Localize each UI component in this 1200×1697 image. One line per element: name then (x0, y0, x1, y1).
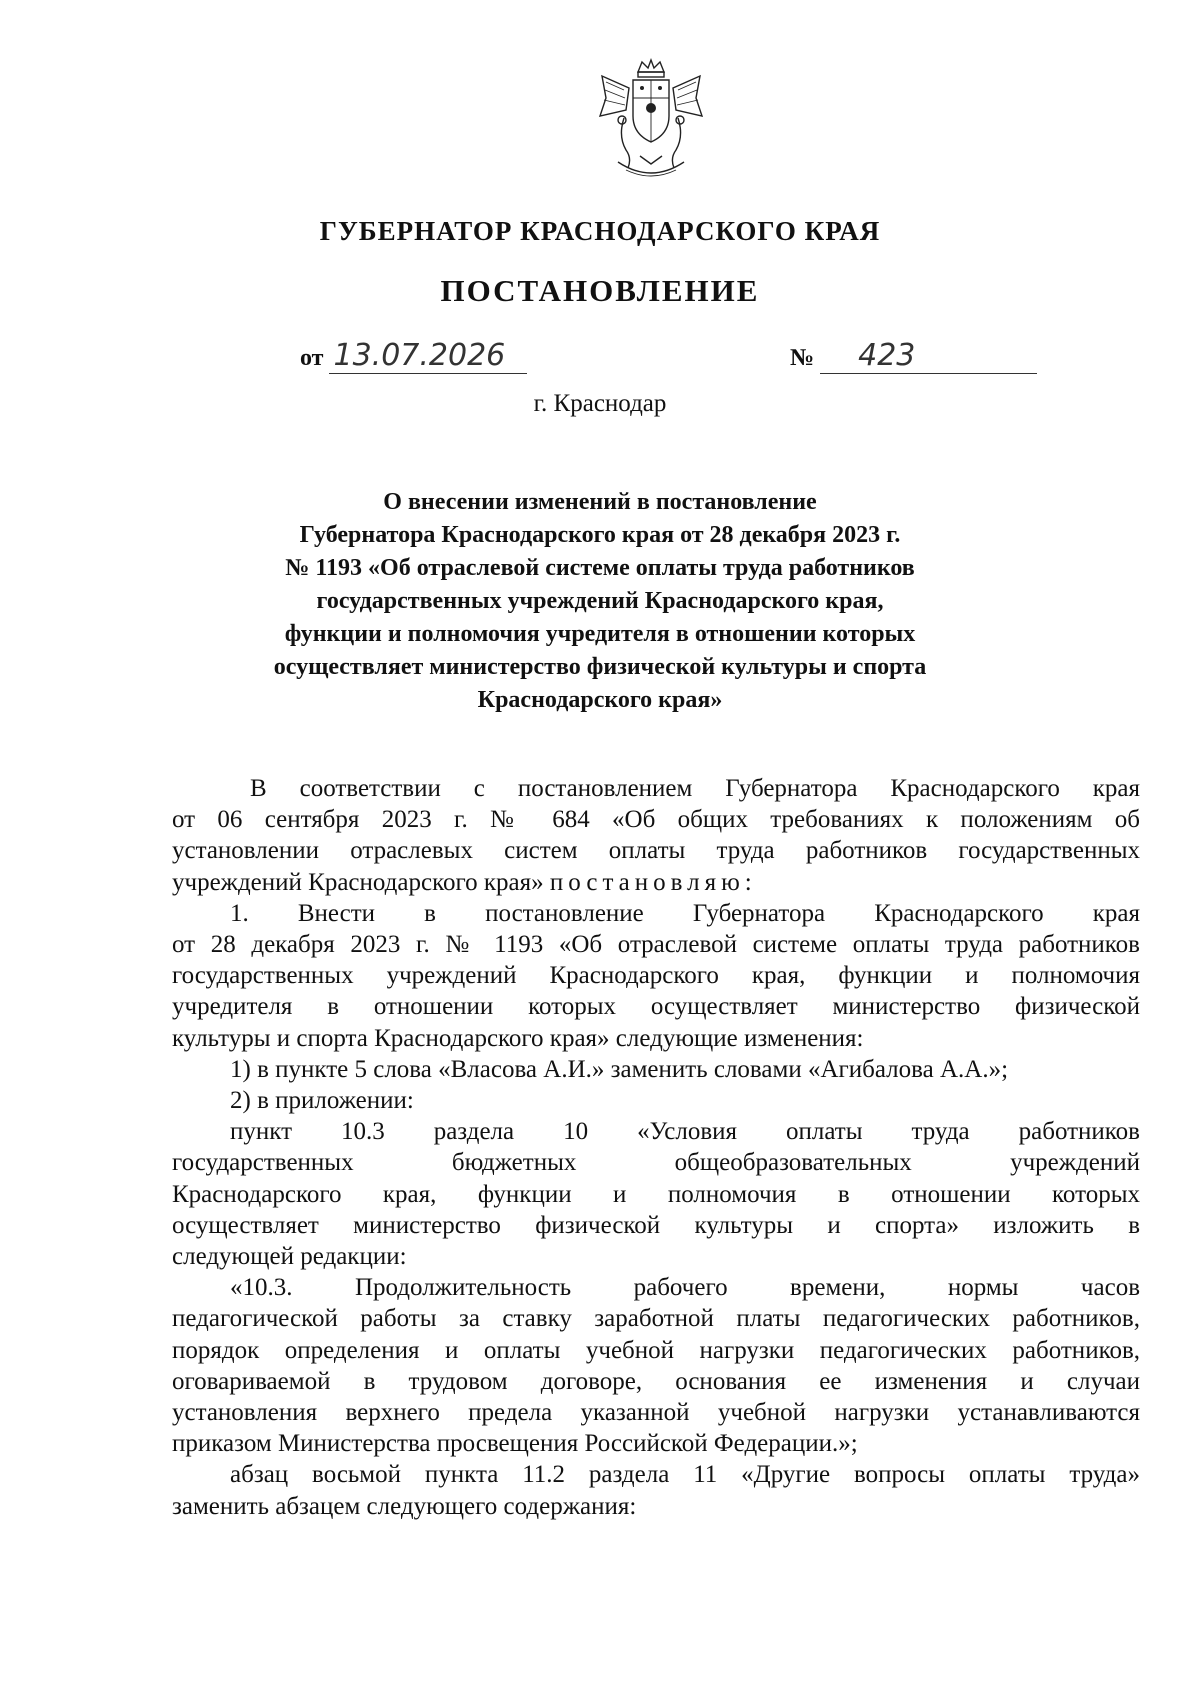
body-line: 1. Внести в постановление Губернатора Краснодарского края (230, 899, 1140, 927)
title-line: № 1193 «Об отраслевой системе оплаты труда работников (285, 555, 915, 581)
body-line: осуществляет министерство физической культуры и спорта» изложить в (172, 1211, 1140, 1239)
list-item: 2) в приложении: (230, 1087, 414, 1115)
body-line: от 06 сентября 2023 г. № 684 «Об общих требованиях к положениям об (172, 806, 1140, 834)
date-value: 13.07.2026 (329, 338, 527, 374)
title-line: осуществляет министерство физической культуры и спорта (273, 654, 927, 680)
body-line: «10.3. Продолжительность рабочего времени, нормы часов (230, 1274, 1140, 1302)
body-line: учредителя в отношении которых осуществляет министерство физической (172, 993, 1140, 1021)
list-item: 1) в пункте 5 слова «Власова А.И.» заменить словами «Агибалова А.А.»; (230, 1055, 1009, 1083)
date-prefix: от (300, 345, 324, 371)
title-line: функции и полномочия учредителя в отношении которых (284, 621, 916, 647)
body-line: установлении отраслевых систем оплаты труда работников государственных (172, 837, 1140, 865)
number-prefix: № (790, 345, 815, 371)
body-text: учреждений Краснодарского края» (172, 868, 550, 896)
issuing-authority: ГУБЕРНАТОР КРАСНОДАРСКОГО КРАЯ (319, 216, 881, 246)
title-line: государственных учреждений Краснодарского края, (316, 588, 884, 614)
document-type: ПОСТАНОВЛЕНИЕ (440, 273, 760, 308)
body-line: оговариваемой в трудовом договоре, основания ее изменения и случаи (172, 1367, 1140, 1395)
body-line: от 28 декабря 2023 г. № 1193 «Об отраслевой системе оплаты труда работников (172, 931, 1140, 959)
body-line: государственных учреждений Краснодарского края, функции и полномочия (172, 962, 1140, 990)
body-line: педагогической работы за ставку заработной платы педагогических работников, (172, 1305, 1140, 1333)
body-line: абзац восьмой пункта 11.2 раздела 11 «Другие вопросы оплаты труда» (230, 1461, 1140, 1489)
body-line: установления верхнего предела указанной учебной нагрузки устанавливаются (172, 1399, 1140, 1427)
resolution-word: постановляю: (549, 868, 757, 896)
body-line (172, 867, 1140, 898)
body-line: В соответствии с постановлением Губернатора Краснодарского края (250, 775, 1140, 802)
body-line: пункт 10.3 раздела 10 «Условия оплаты труда работников (230, 1118, 1140, 1146)
title-line: О внесении изменений в постановление (383, 489, 817, 515)
body-line: Краснодарского края, функции и полномочия в отношении которых (172, 1180, 1140, 1208)
title-line: Губернатора Краснодарского края от 28 декабря 2023 г. (299, 522, 901, 548)
body-line: заменить абзацем следующего содержания: (172, 1492, 637, 1520)
number-value: 423 (820, 338, 1037, 374)
body-line: следующей редакции: (172, 1243, 407, 1271)
document-title (150, 486, 1050, 717)
body-line: приказом Министерства просвещения Российской Федерации.»; (172, 1430, 858, 1458)
document-number (790, 338, 1037, 374)
city-name: г. Краснодар (533, 390, 667, 417)
document-body (172, 773, 1140, 1522)
coat-of-arms-emblem (596, 58, 706, 186)
body-line: культуры и спорта Краснодарского края» следующие изменения: (172, 1024, 864, 1052)
document-date (300, 338, 527, 374)
body-line: государственных бюджетных общеобразовательных учреждений (172, 1149, 1140, 1177)
title-line: Краснодарского края» (477, 687, 723, 713)
body-line: порядок определения и оплаты учебной нагрузки педагогических работников, (172, 1336, 1140, 1364)
